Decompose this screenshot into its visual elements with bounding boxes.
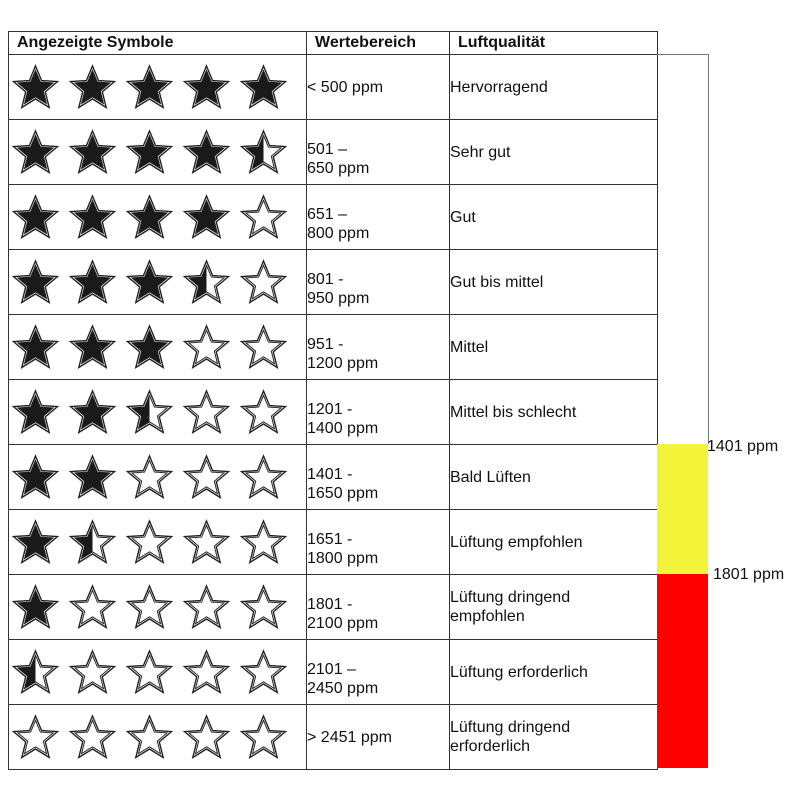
range-line-2: 1200 ppm	[307, 355, 379, 372]
star-empty-icon	[66, 648, 119, 696]
range-line-1: 801 -	[307, 271, 344, 288]
star-full-icon	[180, 128, 233, 176]
table-row	[9, 120, 658, 185]
stars-cell	[9, 445, 307, 510]
star-full-icon	[66, 63, 119, 111]
star-rating	[9, 388, 306, 436]
quality-label: Lüftung empfohlen	[450, 533, 583, 551]
table-row	[9, 55, 658, 120]
stars-cell	[9, 640, 307, 705]
range-cell	[307, 640, 450, 705]
star-full-icon	[66, 453, 119, 501]
range-line-1: 1651 -	[307, 531, 353, 548]
range-line-1: > 2451 ppm	[307, 728, 392, 746]
header-range: Wertebereich	[307, 32, 450, 55]
star-empty-icon	[123, 648, 176, 696]
star-full-icon	[66, 323, 119, 371]
header-row	[9, 32, 658, 55]
table-row	[9, 380, 658, 445]
red-zone	[657, 574, 708, 768]
stars-cell	[9, 575, 307, 640]
star-full-icon	[66, 258, 119, 306]
range-cell	[307, 55, 450, 120]
quality-label: Sehr gut	[450, 143, 511, 161]
star-full-icon	[9, 258, 62, 306]
quality-label: Gut	[450, 208, 476, 226]
header-symbols: Angezeigte Symbole	[9, 32, 307, 55]
star-empty-icon	[66, 713, 119, 761]
marker-1401: 1401 ppm	[707, 438, 779, 455]
range-cell	[307, 380, 450, 445]
table-row	[9, 250, 658, 315]
star-empty-icon	[123, 453, 176, 501]
star-empty-icon	[237, 583, 290, 631]
scale-right-line	[708, 54, 709, 444]
range-line-2: 1800 ppm	[307, 550, 379, 567]
stars-cell	[9, 185, 307, 250]
range-line-2: 1400 ppm	[307, 420, 379, 437]
range-cell	[307, 120, 450, 185]
quality-cell	[450, 575, 658, 640]
stars-cell	[9, 705, 307, 770]
star-empty-icon	[180, 323, 233, 371]
table-row	[9, 445, 658, 510]
star-full-icon	[9, 388, 62, 436]
range-line-2: 2100 ppm	[307, 615, 379, 632]
star-rating	[9, 63, 306, 111]
range-cell	[307, 250, 450, 315]
star-rating	[9, 518, 306, 566]
star-empty-icon	[237, 453, 290, 501]
quality-cell	[450, 250, 658, 315]
star-empty-icon	[237, 713, 290, 761]
quality-cell	[450, 445, 658, 510]
star-empty-icon	[66, 583, 119, 631]
stars-cell	[9, 250, 307, 315]
range-line-2: 1650 ppm	[307, 485, 379, 502]
star-full-icon	[123, 63, 176, 111]
air-quality-table	[8, 31, 658, 770]
marker-1801: 1801 ppm	[713, 566, 785, 583]
star-full-icon	[9, 193, 62, 241]
star-rating	[9, 258, 306, 306]
star-full-icon	[9, 128, 62, 176]
star-rating	[9, 128, 306, 176]
yellow-zone	[657, 444, 708, 574]
star-empty-icon	[123, 518, 176, 566]
star-empty-icon	[180, 648, 233, 696]
star-empty-icon	[237, 323, 290, 371]
star-half-icon	[237, 128, 290, 176]
star-empty-icon	[180, 713, 233, 761]
range-cell	[307, 510, 450, 575]
star-empty-icon	[180, 453, 233, 501]
range-cell	[307, 185, 450, 250]
star-full-icon	[180, 63, 233, 111]
range-line-1: 1201 -	[307, 401, 353, 418]
star-full-icon	[123, 323, 176, 371]
table-row	[9, 185, 658, 250]
star-full-icon	[9, 583, 62, 631]
quality-cell	[450, 640, 658, 705]
quality-cell	[450, 185, 658, 250]
star-full-icon	[66, 388, 119, 436]
star-empty-icon	[237, 648, 290, 696]
range-line-2: 650 ppm	[307, 160, 370, 177]
quality-label: Lüftung dringend erforderlich	[450, 719, 571, 755]
star-empty-icon	[180, 388, 233, 436]
quality-cell	[450, 315, 658, 380]
star-empty-icon	[237, 388, 290, 436]
star-empty-icon	[180, 583, 233, 631]
star-empty-icon	[123, 583, 176, 631]
table-row	[9, 640, 658, 705]
star-rating	[9, 648, 306, 696]
quality-cell	[450, 705, 658, 770]
quality-label: Lüftung erforderlich	[450, 663, 588, 681]
quality-cell	[450, 510, 658, 575]
quality-cell	[450, 55, 658, 120]
range-line-2: 800 ppm	[307, 225, 370, 242]
range-line-1: 951 -	[307, 336, 344, 353]
star-full-icon	[123, 128, 176, 176]
star-empty-icon	[237, 518, 290, 566]
range-line-2: 2450 ppm	[307, 680, 379, 697]
star-rating	[9, 323, 306, 371]
quality-label: Lüftung dringend empfohlen	[450, 589, 571, 625]
star-full-icon	[123, 193, 176, 241]
star-empty-icon	[9, 713, 62, 761]
star-empty-icon	[237, 258, 290, 306]
stars-cell	[9, 55, 307, 120]
quality-label: Mittel bis schlecht	[450, 403, 577, 421]
stars-cell	[9, 315, 307, 380]
star-full-icon	[180, 193, 233, 241]
range-cell	[307, 445, 450, 510]
table-row	[9, 705, 658, 770]
star-rating	[9, 193, 306, 241]
star-full-icon	[123, 258, 176, 306]
range-line-1: 2101 –	[307, 661, 356, 678]
range-line-2: 950 ppm	[307, 290, 370, 307]
quality-label: Gut bis mittel	[450, 273, 544, 291]
range-line-1: < 500 ppm	[307, 78, 384, 96]
stars-cell	[9, 380, 307, 445]
header-quality: Luftqualität	[450, 32, 658, 55]
range-cell	[307, 315, 450, 380]
star-full-icon	[237, 63, 290, 111]
star-rating	[9, 453, 306, 501]
star-empty-icon	[180, 518, 233, 566]
stars-cell	[9, 120, 307, 185]
star-full-icon	[9, 518, 62, 566]
star-half-icon	[9, 648, 62, 696]
star-full-icon	[66, 193, 119, 241]
range-line-1: 1401 -	[307, 466, 353, 483]
star-full-icon	[66, 128, 119, 176]
star-rating	[9, 583, 306, 631]
range-cell	[307, 705, 450, 770]
quality-label: Hervorragend	[450, 78, 548, 96]
table-row	[9, 510, 658, 575]
star-half-icon	[123, 388, 176, 436]
co2-color-scale	[657, 54, 709, 768]
quality-cell	[450, 380, 658, 445]
star-full-icon	[9, 63, 62, 111]
range-cell	[307, 575, 450, 640]
star-empty-icon	[123, 713, 176, 761]
scale-top-line	[657, 54, 708, 55]
star-half-icon	[66, 518, 119, 566]
range-line-1: 651 –	[307, 206, 348, 223]
quality-label: Bald Lüften	[450, 468, 531, 486]
quality-cell	[450, 120, 658, 185]
star-rating	[9, 713, 306, 761]
star-empty-icon	[237, 193, 290, 241]
range-line-1: 1801 -	[307, 596, 353, 613]
table-row	[9, 315, 658, 380]
star-full-icon	[9, 323, 62, 371]
table-row	[9, 575, 658, 640]
star-half-icon	[180, 258, 233, 306]
quality-label: Mittel	[450, 338, 489, 356]
range-line-1: 501 –	[307, 141, 348, 158]
stars-cell	[9, 510, 307, 575]
star-full-icon	[9, 453, 62, 501]
